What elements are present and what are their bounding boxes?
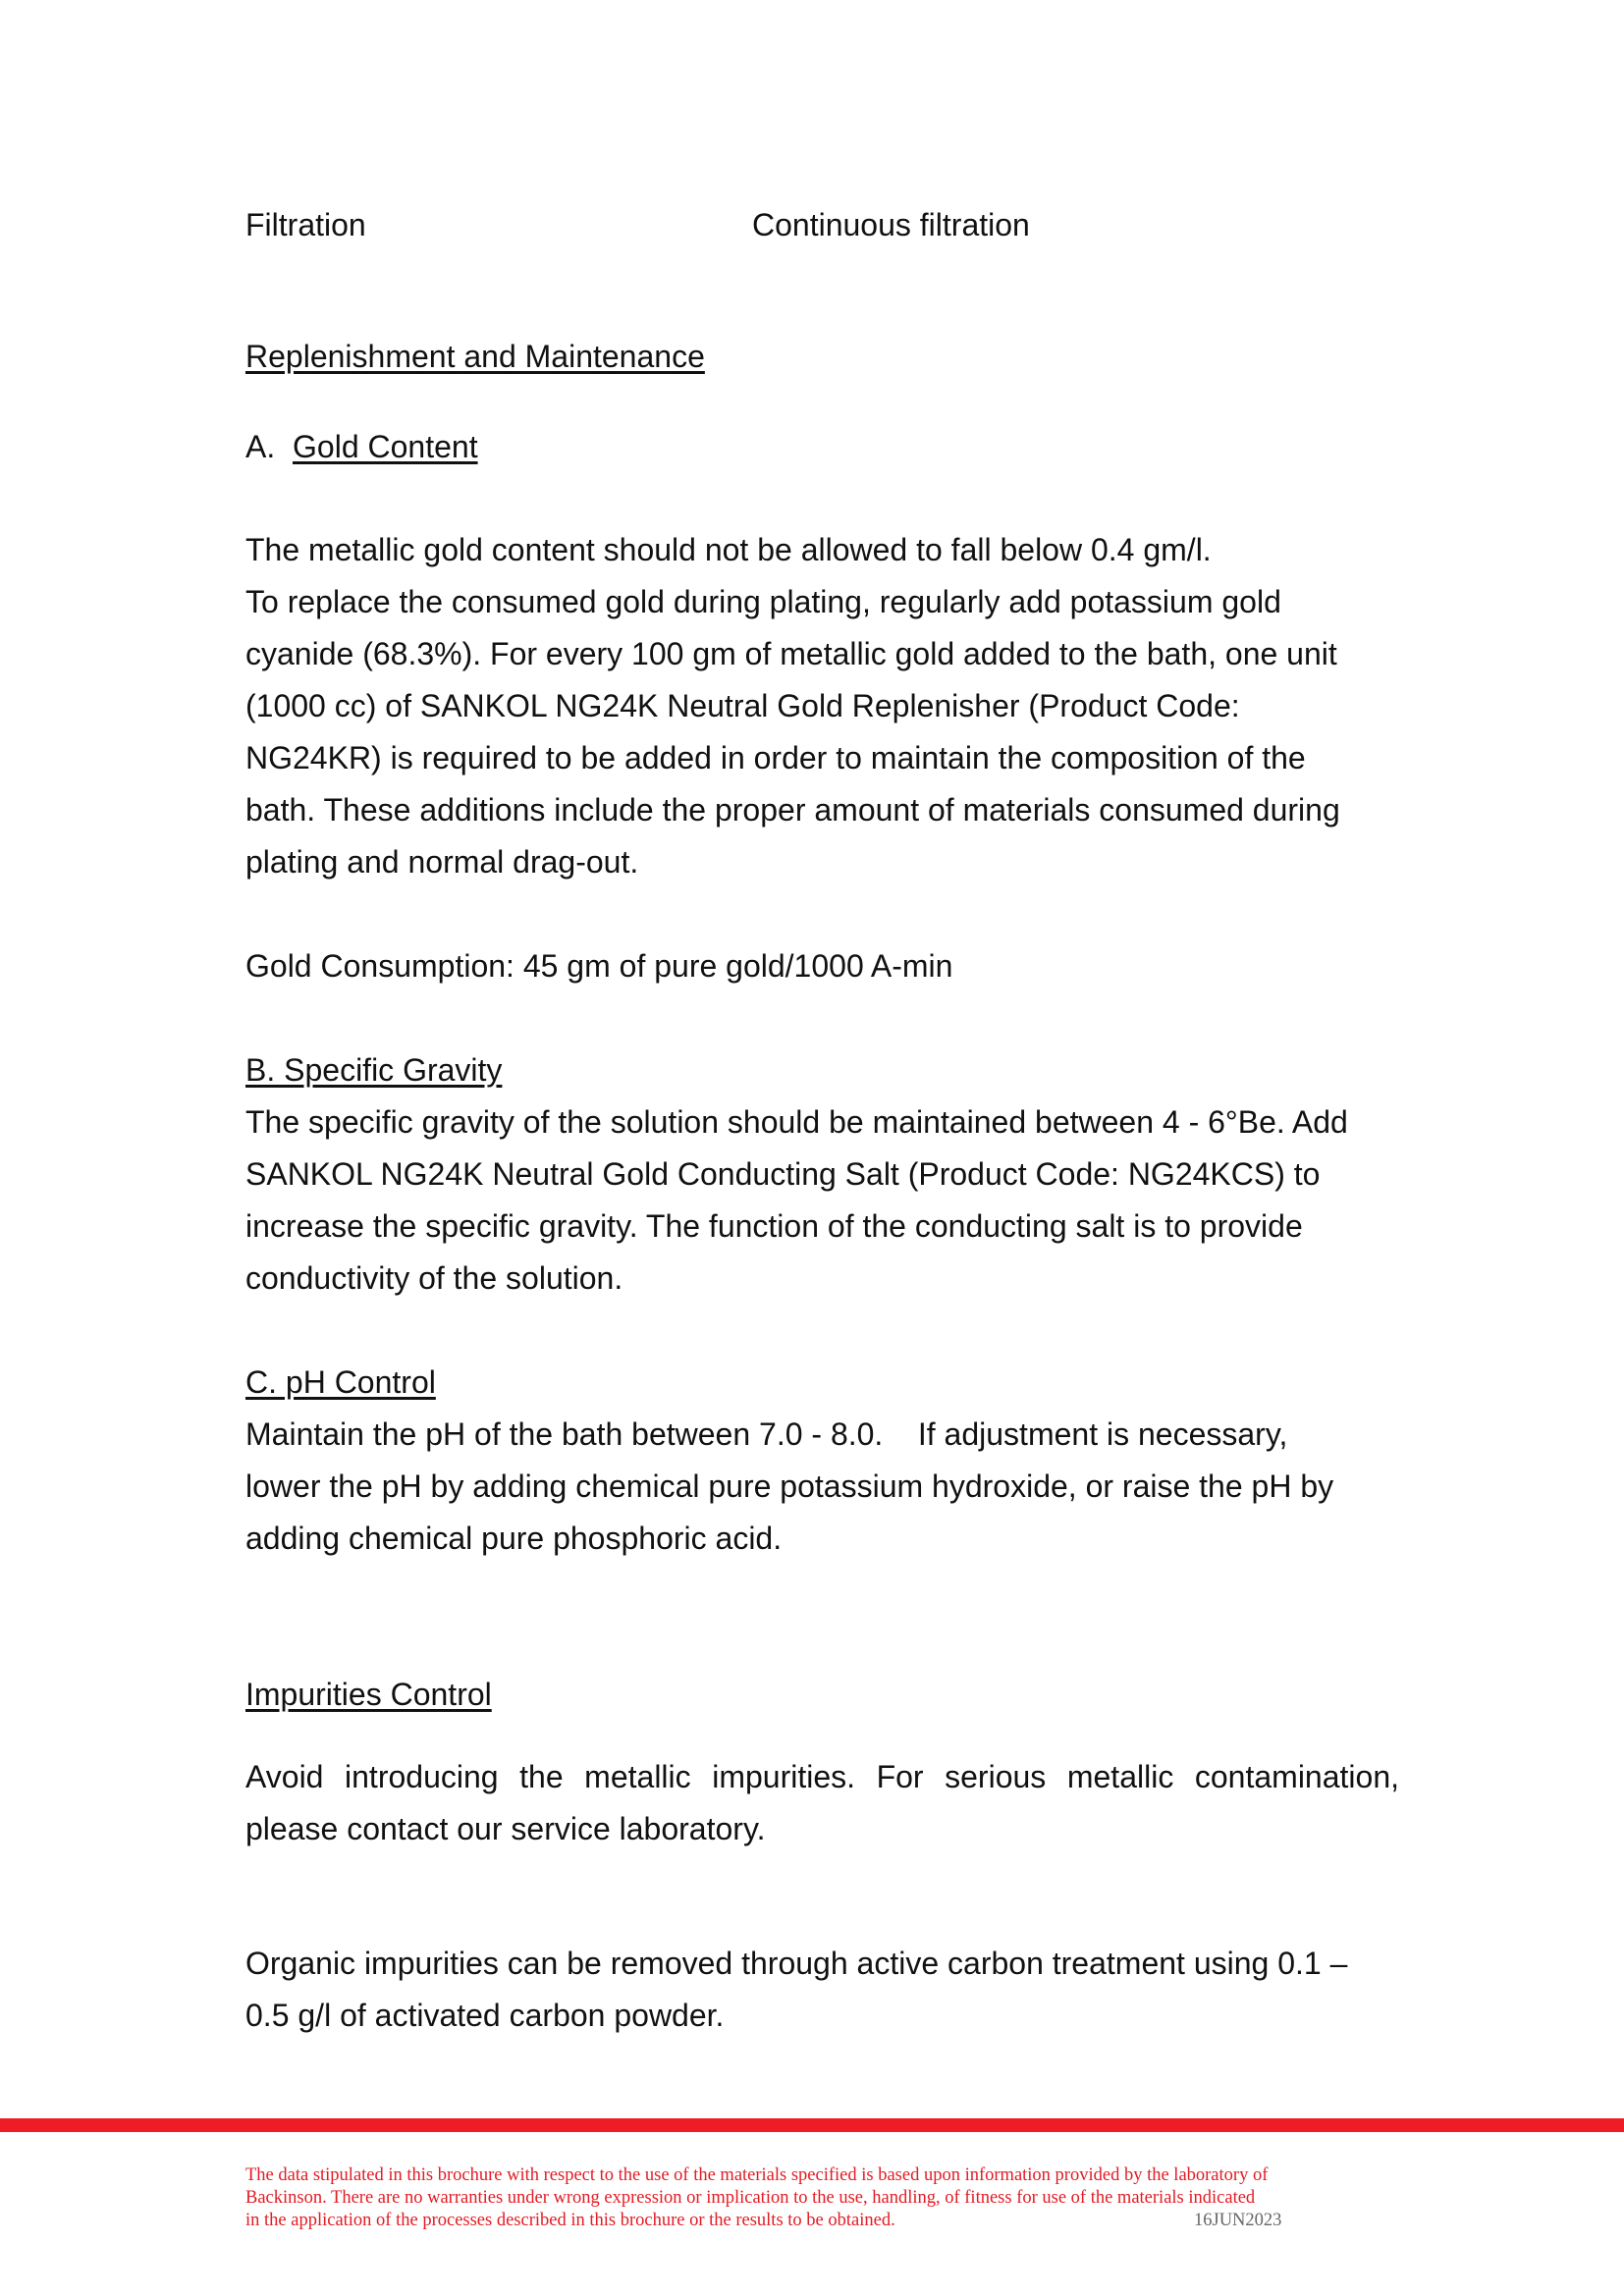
gold-content-line: bath. These additions include the proper amount of materials consumed during [245,792,1340,828]
replenishment-heading: Replenishment and Maintenance [245,339,705,374]
specific-gravity-line: increase the specific gravity. The function of the conducting salt is to provide [245,1208,1303,1244]
gold-content-line: plating and normal drag-out. [245,844,639,880]
footer-disclaimer-line: in the application of the processes described in this brochure or the results to be obtained. [245,2211,895,2230]
metallic-impurities-line: please contact our service laboratory. [245,1811,766,1846]
ph-control-heading: C. pH Control [245,1364,436,1400]
gold-content-line: cyanide (68.3%). For every 100 gm of metallic gold added to the bath, one unit [245,636,1337,671]
specific-gravity-line: conductivity of the solution. [245,1260,623,1296]
specific-gravity-heading: B. Specific Gravity [245,1052,503,1088]
organic-impurities-line: 0.5 g/l of activated carbon powder. [245,1998,725,2033]
gold-consumption: Gold Consumption: 45 gm of pure gold/1000 A-min [245,948,953,984]
filtration-label: Filtration [245,207,366,242]
filtration-value: Continuous filtration [752,207,1030,242]
ph-control-line: lower the pH by adding chemical pure potassium hydroxide, or raise the pH by [245,1468,1334,1504]
specific-gravity-line: SANKOL NG24K Neutral Gold Conducting Salt (Product Code: NG24KCS) to [245,1156,1321,1192]
footer-disclaimer-line: The data stipulated in this brochure with respect to the use of the materials specified is based upon information provided by the laboratory of [245,2165,1269,2185]
footer-date: 16JUN2023 [1194,2211,1282,2230]
organic-impurities-line: Organic impurities can be removed through active carbon treatment using 0.1 – [245,1946,1348,1981]
gold-content-line: NG24KR) is required to be added in order to maintain the composition of the [245,740,1306,775]
gold-content-heading: Gold Content [293,429,478,464]
gold-content-prefix: A. [245,429,276,464]
footer-disclaimer-line: Backinson. There are no warranties under wrong expression or implication to the use, handling, of fitness for use of the materials indicated [245,2188,1256,2208]
impurities-heading: Impurities Control [245,1677,492,1712]
ph-control-line: Maintain the pH of the bath between 7.0 - 8.0. If adjustment is necessary, [245,1416,1288,1452]
gold-content-line: To replace the consumed gold during plating, regularly add potassium gold [245,584,1281,619]
specific-gravity-line: The specific gravity of the solution should be maintained between 4 - 6°Be. Add [245,1104,1348,1140]
gold-content-line: (1000 cc) of SANKOL NG24K Neutral Gold Replenisher (Product Code: [245,688,1240,723]
gold-content-heading-row [245,421,478,473]
ph-control-line: adding chemical pure phosphoric acid. [245,1521,783,1556]
gold-content-line: The metallic gold content should not be allowed to fall below 0.4 gm/l. [245,532,1212,567]
footer-divider [0,2118,1624,2132]
metallic-impurities-line: Avoid introducing the metallic impurities. For serious metallic contamination, [245,1759,1399,1794]
